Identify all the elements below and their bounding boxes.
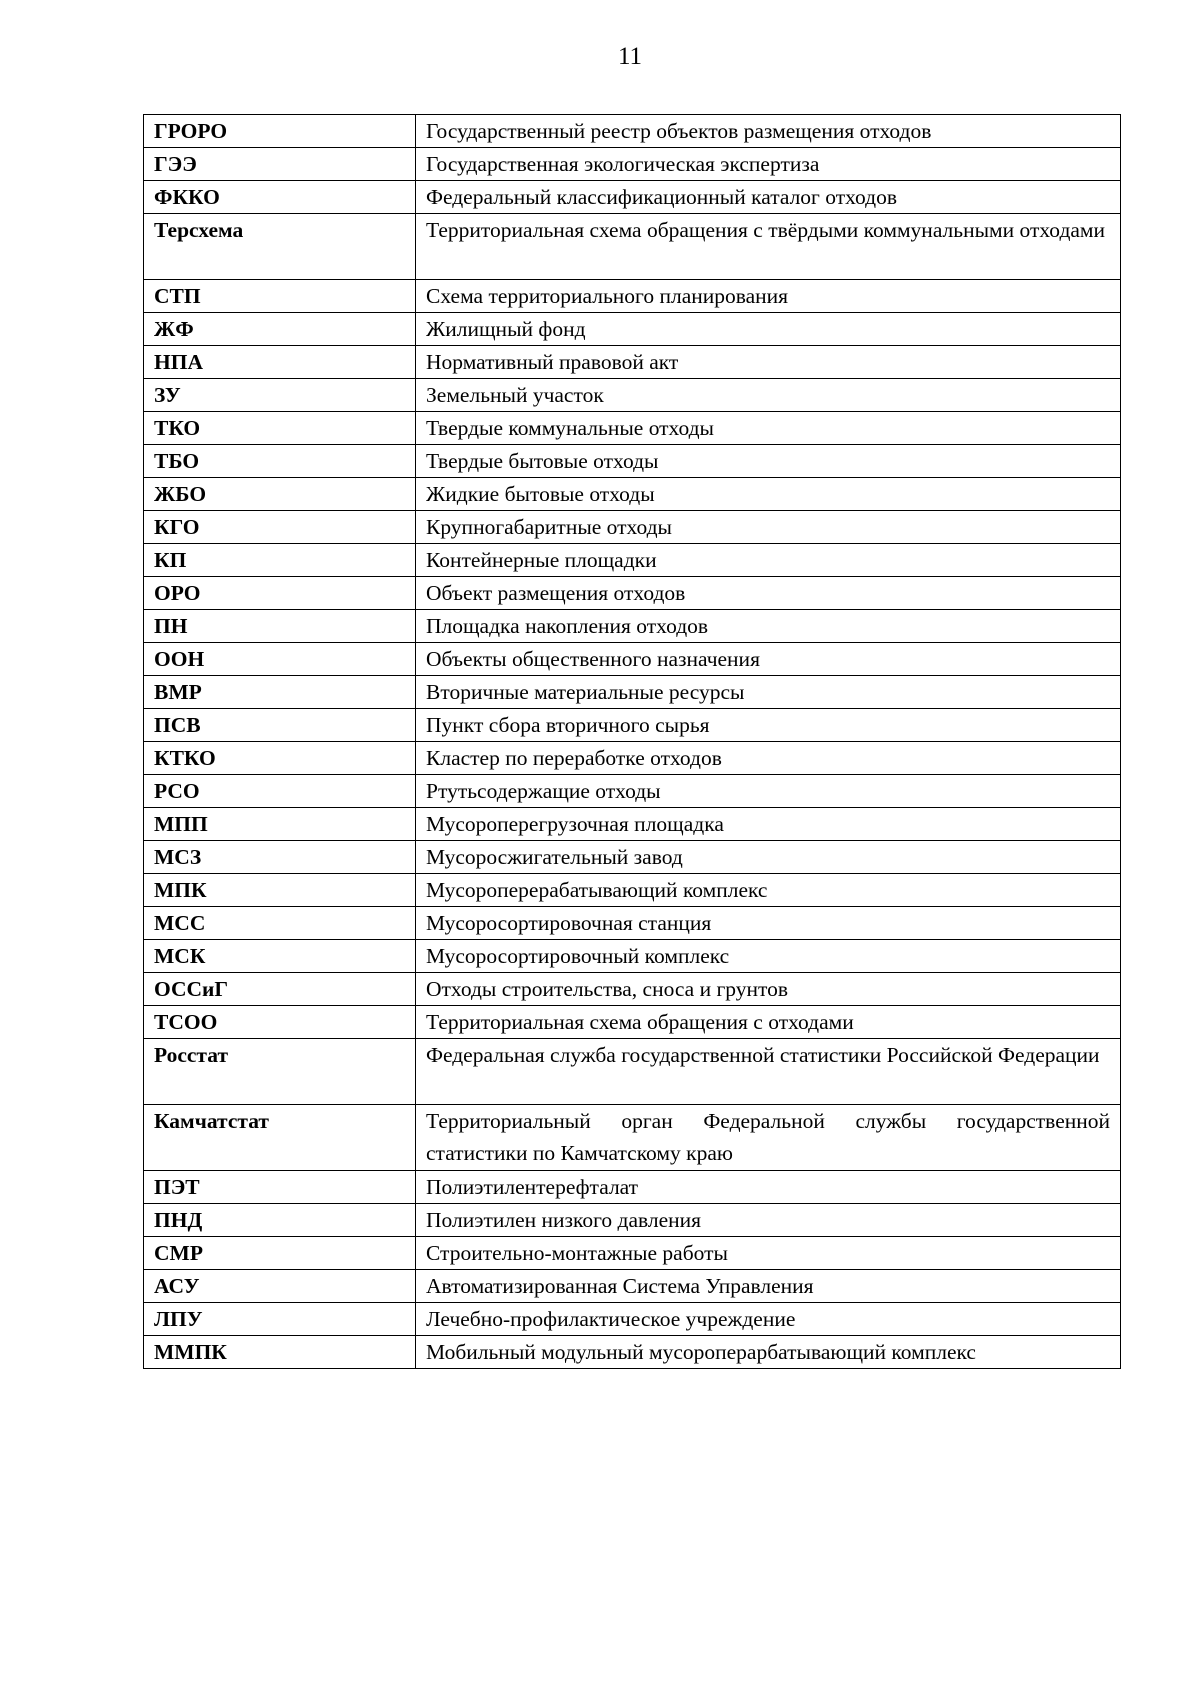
table-row	[144, 841, 1121, 874]
description-cell: Твердые коммунальные отходы	[416, 412, 1121, 445]
abbreviation-cell: КП	[144, 544, 416, 577]
description-cell: Мусороперегрузочная площадка	[416, 808, 1121, 841]
table-row	[144, 1237, 1121, 1270]
table-row	[144, 874, 1121, 907]
abbreviation-cell: Росстат	[144, 1039, 416, 1105]
description-cell: Автоматизированная Система Управления	[416, 1270, 1121, 1303]
abbreviation-cell: МСС	[144, 907, 416, 940]
description-cell: Федеральная служба государственной статистики Российской Федерации	[416, 1039, 1121, 1105]
description-cell: Нормативный правовой акт	[416, 346, 1121, 379]
table-row	[144, 412, 1121, 445]
abbreviation-cell: МСК	[144, 940, 416, 973]
table-row	[144, 742, 1121, 775]
table-row	[144, 1336, 1121, 1369]
table-row	[144, 808, 1121, 841]
table-row	[144, 1171, 1121, 1204]
abbreviation-cell: МПП	[144, 808, 416, 841]
description-cell: Объект размещения отходов	[416, 577, 1121, 610]
abbreviation-cell: ПЭТ	[144, 1171, 416, 1204]
abbreviation-cell: АСУ	[144, 1270, 416, 1303]
abbreviation-cell: МПК	[144, 874, 416, 907]
description-cell: Жилищный фонд	[416, 313, 1121, 346]
abbreviation-cell: СТП	[144, 280, 416, 313]
abbreviation-cell: РСО	[144, 775, 416, 808]
description-cell: Кластер по переработке отходов	[416, 742, 1121, 775]
abbreviation-cell: Камчатстат	[144, 1105, 416, 1171]
abbreviations-table-body	[144, 115, 1121, 1369]
abbreviation-cell: КГО	[144, 511, 416, 544]
abbreviation-cell: ММПК	[144, 1336, 416, 1369]
description-cell: Вторичные материальные ресурсы	[416, 676, 1121, 709]
abbreviation-cell: ПСВ	[144, 709, 416, 742]
description-cell: Полиэтилентерефталат	[416, 1171, 1121, 1204]
description-cell: Отходы строительства, сноса и грунтов	[416, 973, 1121, 1006]
abbreviation-cell: ТКО	[144, 412, 416, 445]
abbreviation-cell: ЖБО	[144, 478, 416, 511]
page-number: 11	[617, 43, 643, 70]
abbreviation-cell: ЛПУ	[144, 1303, 416, 1336]
description-cell: Полиэтилен низкого давления	[416, 1204, 1121, 1237]
description-cell: Земельный участок	[416, 379, 1121, 412]
table-row	[144, 379, 1121, 412]
description-cell: Лечебно-профилактическое учреждение	[416, 1303, 1121, 1336]
table-row	[144, 346, 1121, 379]
table-row	[144, 478, 1121, 511]
table-row	[144, 280, 1121, 313]
abbreviation-cell: ГЭЭ	[144, 148, 416, 181]
abbreviation-cell: НПА	[144, 346, 416, 379]
description-cell: Жидкие бытовые отходы	[416, 478, 1121, 511]
description-cell: Мусоросортировочный комплекс	[416, 940, 1121, 973]
table-row	[144, 214, 1121, 280]
description-cell: Федеральный классификационный каталог отходов	[416, 181, 1121, 214]
abbreviation-cell: КТКО	[144, 742, 416, 775]
abbreviation-cell: ПН	[144, 610, 416, 643]
abbreviation-cell: ОССиГ	[144, 973, 416, 1006]
abbreviation-cell: Терсхема	[144, 214, 416, 280]
table-row	[144, 511, 1121, 544]
abbreviation-cell: ФККО	[144, 181, 416, 214]
table-row	[144, 181, 1121, 214]
abbreviation-cell: ОРО	[144, 577, 416, 610]
description-cell: Пункт сбора вторичного сырья	[416, 709, 1121, 742]
table-row	[144, 1204, 1121, 1237]
description-cell: Мусоросжигательный завод	[416, 841, 1121, 874]
abbreviation-cell: ВМР	[144, 676, 416, 709]
description-cell: Ртутьсодержащие отходы	[416, 775, 1121, 808]
table-row	[144, 544, 1121, 577]
description-cell: Твердые бытовые отходы	[416, 445, 1121, 478]
abbreviation-cell: ООН	[144, 643, 416, 676]
table-row	[144, 610, 1121, 643]
description-cell: Крупногабаритные отходы	[416, 511, 1121, 544]
abbreviation-cell: ГРОРО	[144, 115, 416, 148]
table-row	[144, 1039, 1121, 1105]
table-row	[144, 1303, 1121, 1336]
description-cell: Территориальная схема обращения с отходами	[416, 1006, 1121, 1039]
table-row	[144, 1105, 1121, 1171]
description-cell: Мобильный модульный мусороперарбатывающий комплекс	[416, 1336, 1121, 1369]
description-cell: Площадка накопления отходов	[416, 610, 1121, 643]
abbreviations-table	[143, 114, 1121, 1369]
abbreviation-cell: СМР	[144, 1237, 416, 1270]
description-cell: Объекты общественного назначения	[416, 643, 1121, 676]
table-row	[144, 973, 1121, 1006]
table-row	[144, 940, 1121, 973]
table-row	[144, 643, 1121, 676]
description-cell: Схема территориального планирования	[416, 280, 1121, 313]
description-cell: Мусороперерабатывающий комплекс	[416, 874, 1121, 907]
abbreviation-cell: ЗУ	[144, 379, 416, 412]
table-row	[144, 445, 1121, 478]
table-row	[144, 676, 1121, 709]
table-row	[144, 313, 1121, 346]
description-cell: Мусоросортировочная станция	[416, 907, 1121, 940]
abbreviation-cell: ЖФ	[144, 313, 416, 346]
abbreviation-cell: МСЗ	[144, 841, 416, 874]
description-cell: Строительно-монтажные работы	[416, 1237, 1121, 1270]
table-row	[144, 1006, 1121, 1039]
table-row	[144, 577, 1121, 610]
abbreviation-cell: ТСОО	[144, 1006, 416, 1039]
abbreviation-cell: ТБО	[144, 445, 416, 478]
table-row	[144, 115, 1121, 148]
description-cell: Территориальная схема обращения с твёрдыми коммунальными отходами	[416, 214, 1121, 280]
table-row	[144, 907, 1121, 940]
table-row	[144, 148, 1121, 181]
table-row	[144, 775, 1121, 808]
description-cell: Контейнерные площадки	[416, 544, 1121, 577]
description-cell: Государственный реестр объектов размещения отходов	[416, 115, 1121, 148]
description-cell: Территориальный орган Федеральной службы государственной статистики по Камчатскому краю	[416, 1105, 1121, 1171]
abbreviation-cell: ПНД	[144, 1204, 416, 1237]
table-row	[144, 709, 1121, 742]
table-row	[144, 1270, 1121, 1303]
description-cell: Государственная экологическая экспертиза	[416, 148, 1121, 181]
